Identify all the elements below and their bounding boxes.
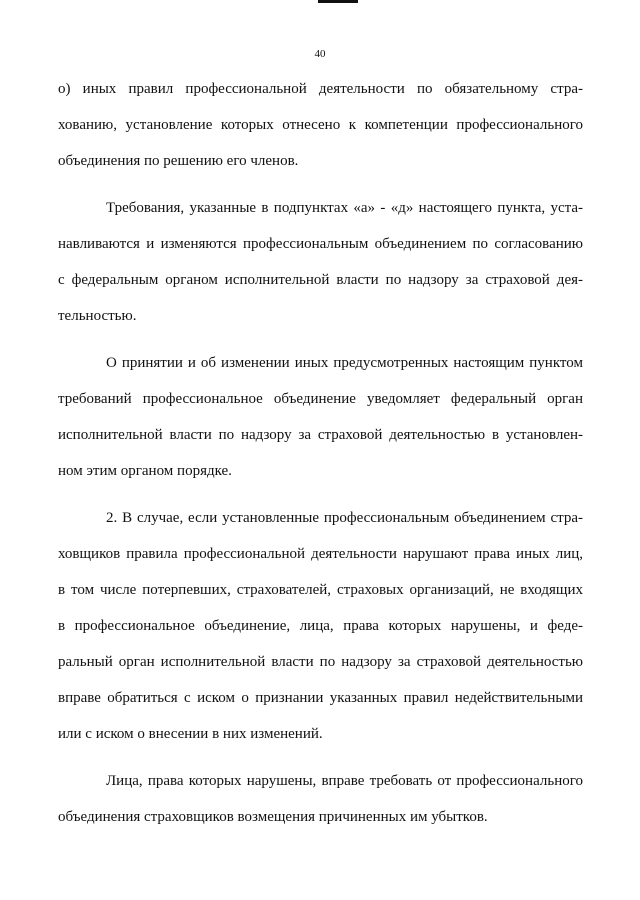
text-line: с федеральным органом исполнительной власти по надзору за страховой дея- xyxy=(58,272,583,288)
top-rule xyxy=(318,0,358,3)
text-line: Требования, указанные в подпунктах «а» - «д» настоящего пункта, уста- xyxy=(106,200,583,216)
text-line: ховщиков правила профессиональной деятельности нарушают права иных лиц, xyxy=(58,546,583,562)
text-line: требований профессиональное объединение уведомляет федеральный орган xyxy=(58,391,583,407)
paragraph-requirements xyxy=(58,190,583,334)
page-number: 40 xyxy=(314,48,326,60)
paragraph-item-2 xyxy=(58,500,583,752)
document-body xyxy=(58,71,583,846)
text-line: в том числе потерпевших, страхователей, страховых организаций, не входящих xyxy=(58,582,583,598)
paragraph-damages xyxy=(58,763,583,835)
text-line: ном этим органом порядке. xyxy=(58,463,232,479)
text-line: объединения по решению его членов. xyxy=(58,153,299,169)
text-line: вправе обратиться с иском о признании указанных правил недействительными xyxy=(58,690,583,706)
text-line: навливаются и изменяются профессиональным объединением по согласованию xyxy=(58,236,583,252)
text-line: в профессиональное объединение, лица, права которых нарушены, и феде- xyxy=(58,618,583,634)
text-line: исполнительной власти по надзору за страховой деятельностью в установлен- xyxy=(58,427,583,443)
text-line: о) иных правил профессиональной деятельности по обязательному стра- xyxy=(58,81,583,97)
text-line: ральный орган исполнительной власти по надзору за страховой деятельностью xyxy=(58,654,583,670)
text-line: 2. В случае, если установленные профессиональным объединением стра- xyxy=(106,510,583,526)
text-line: или с иском о внесении в них изменений. xyxy=(58,726,323,742)
text-line: О принятии и об изменении иных предусмотренных настоящим пунктом xyxy=(106,355,583,371)
text-line: объединения страховщиков возмещения причиненных им убытков. xyxy=(58,809,488,825)
text-line: хованию, установление которых отнесено к компетенции профессионального xyxy=(58,117,583,133)
paragraph-item-o xyxy=(58,71,583,179)
text-line: Лица, права которых нарушены, вправе требовать от профессионального xyxy=(106,773,583,789)
text-line: тельностью. xyxy=(58,308,137,324)
paragraph-notification xyxy=(58,345,583,489)
